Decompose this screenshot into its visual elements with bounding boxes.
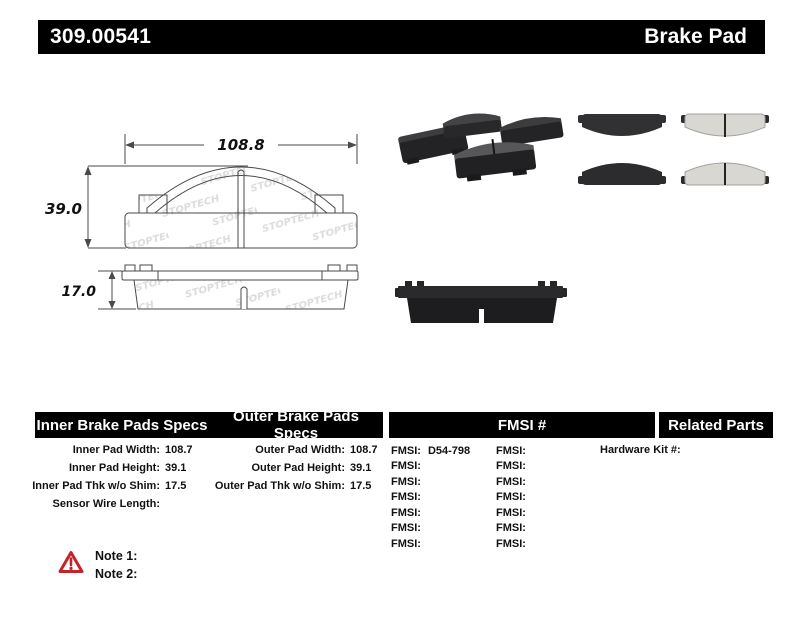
pad-face-bottom <box>681 163 769 185</box>
fmsi-label: FMSI: <box>391 522 421 535</box>
outer-specs-list <box>205 441 390 495</box>
front-view-watermark <box>116 148 366 253</box>
pad-photo-mid <box>442 111 502 139</box>
fmsi-row <box>391 536 470 552</box>
spec-label: Inner Pad Width: <box>72 444 160 456</box>
fmsi-label: FMSI: <box>496 491 526 504</box>
fmsi-row <box>391 474 470 490</box>
warning-triangle-icon <box>57 549 85 576</box>
fmsi-label: FMSI: <box>496 522 526 535</box>
related-row <box>600 444 681 456</box>
specs-header-bar <box>35 408 383 442</box>
pads-perspective-photo <box>395 90 570 225</box>
note-1-label: Note 1: <box>95 549 138 563</box>
spec-row <box>205 441 390 459</box>
fmsi-label: FMSI: <box>391 444 421 457</box>
spec-value: 39.1 <box>165 462 187 474</box>
spec-label: Outer Pad Height: <box>251 462 345 474</box>
pad-photo-right <box>499 113 564 146</box>
spec-value: 17.5 <box>350 480 372 492</box>
spec-label: Outer Pad Width: <box>255 444 345 456</box>
fmsi-list-2 <box>496 443 533 552</box>
spec-value: 17.5 <box>165 480 187 492</box>
related-parts-header-bar <box>659 412 773 438</box>
fmsi-row <box>496 474 533 490</box>
fmsi-row <box>496 505 533 521</box>
spec-value: 108.7 <box>165 444 193 456</box>
inner-specs-header: Inner Brake Pads Specs <box>36 416 208 434</box>
height-dim-label: 39.0 <box>44 200 82 218</box>
pads-flat-photo <box>570 90 780 220</box>
pad-edge <box>395 281 567 323</box>
fmsi-label: FMSI: <box>496 475 526 488</box>
spec-label: Sensor Wire Length: <box>52 498 160 510</box>
spec-label: Inner Pad Height: <box>68 462 160 474</box>
notes-block <box>95 547 137 583</box>
fmsi-row <box>496 490 533 506</box>
width-dim-label: 108.8 <box>217 136 265 154</box>
pad-back-top <box>578 114 666 136</box>
fmsi-label: FMSI: <box>496 506 526 519</box>
spec-row <box>205 477 390 495</box>
fmsi-row <box>391 490 470 506</box>
fmsi-header: FMSI # <box>497 416 547 434</box>
fmsi-label: FMSI: <box>391 491 421 504</box>
fmsi-label: FMSI: <box>391 506 421 519</box>
spec-value: 39.1 <box>350 462 372 474</box>
thickness-dimension <box>61 271 136 309</box>
fmsi-list-1 <box>391 443 470 552</box>
spec-row <box>205 459 390 477</box>
spec-row <box>25 477 205 495</box>
fmsi-row <box>391 521 470 537</box>
fmsi-row <box>496 443 533 459</box>
pad-back-bottom <box>578 163 666 185</box>
fmsi-row <box>391 443 470 459</box>
note-2-label: Note 2: <box>95 567 138 581</box>
fmsi-row <box>496 536 533 552</box>
spec-row <box>25 441 205 459</box>
fmsi-label: FMSI: <box>496 537 526 550</box>
fmsi-label: FMSI: <box>496 460 526 473</box>
spec-row <box>25 495 205 513</box>
part-number: 309.00541 <box>50 25 152 48</box>
inner-specs-list <box>25 441 205 513</box>
spec-label: Outer Pad Thk w/o Shim: <box>214 480 345 492</box>
spec-label: Inner Pad Thk w/o Shim: <box>32 480 160 492</box>
related-parts-header: Related Parts <box>668 416 764 434</box>
thickness-dim-label: 17.0 <box>61 284 96 300</box>
spec-value: 108.7 <box>350 444 378 456</box>
fmsi-header-bar <box>389 412 655 438</box>
title-bar <box>38 20 765 54</box>
pad-edge-photo <box>395 272 570 334</box>
spec-row <box>25 459 205 477</box>
pad-face-top <box>681 114 769 137</box>
fmsi-row <box>496 459 533 475</box>
fmsi-label: FMSI: <box>391 475 421 488</box>
fmsi-label: FMSI: <box>496 444 526 457</box>
fmsi-row <box>496 521 533 537</box>
related-label: Hardware Kit #: <box>600 444 681 456</box>
fmsi-value: D54-798 <box>427 444 471 457</box>
fmsi-label: FMSI: <box>391 460 421 473</box>
technical-drawing <box>36 108 396 343</box>
related-parts-list <box>600 444 681 456</box>
fmsi-row <box>391 505 470 521</box>
fmsi-label: FMSI: <box>391 537 421 550</box>
fmsi-row <box>391 459 470 475</box>
width-dimension <box>125 134 357 164</box>
outer-specs-header: Outer Brake Pads Specs <box>233 408 359 442</box>
product-type: Brake Pad <box>644 25 747 48</box>
